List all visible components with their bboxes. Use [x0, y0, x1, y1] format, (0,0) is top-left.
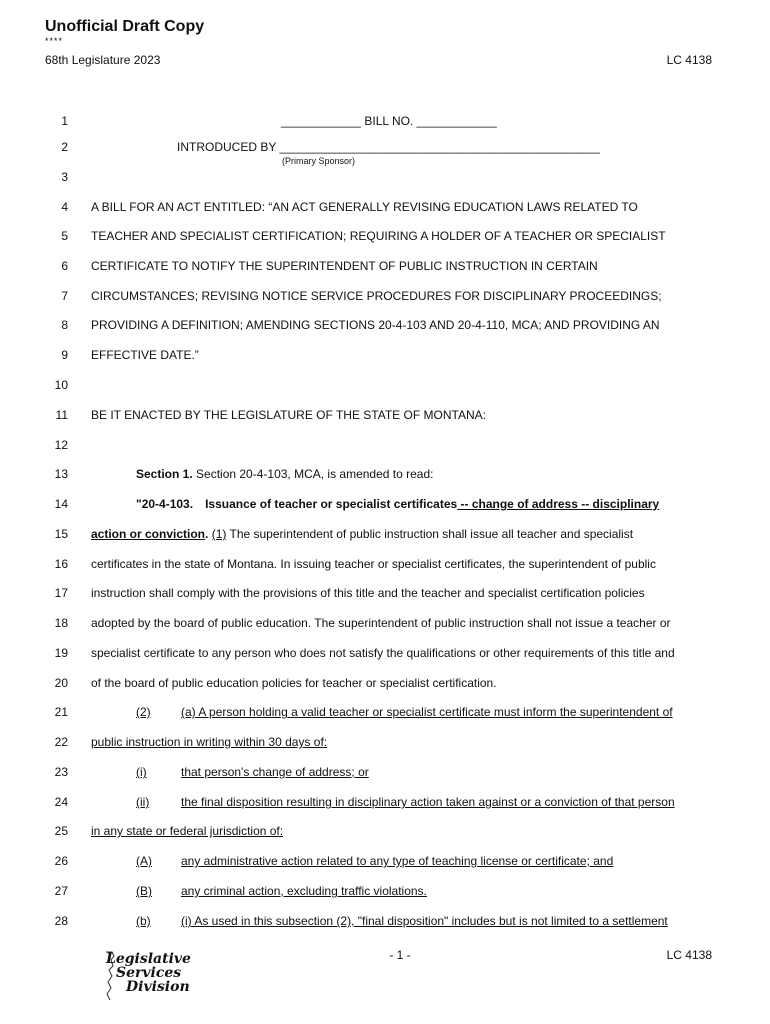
- subsection-marker: (ii): [136, 795, 150, 809]
- line-text: A BILL FOR AN ACT ENTITLED: “AN ACT GENERALLY REVISING EDUCATION LAWS RELATED TO: [91, 200, 638, 214]
- bill-line: [0, 586, 770, 604]
- bill-line: [0, 259, 770, 277]
- bill-line: [0, 229, 770, 247]
- line-number: 1: [61, 114, 68, 128]
- bill-line: [0, 348, 770, 366]
- line-number: 9: [61, 348, 68, 362]
- subsection-marker: (i): [136, 765, 147, 779]
- line-number: 18: [54, 616, 68, 630]
- line-number: 6: [61, 259, 68, 273]
- inserted-text: any criminal action, excluding traffic violations.: [181, 884, 427, 898]
- line-number: 27: [54, 884, 68, 898]
- bill-line: [0, 408, 770, 426]
- section-label: Section 1.: [136, 467, 193, 481]
- line-number: 23: [54, 765, 68, 779]
- primary-sponsor-label: (Primary Sponsor): [282, 156, 356, 166]
- bill-line: [0, 200, 770, 218]
- subsection-marker: (B): [136, 884, 152, 898]
- bill-line: [0, 438, 770, 456]
- bill-line: [0, 170, 770, 188]
- bill-line: [0, 527, 770, 545]
- enacting-clause: BE IT ENACTED BY THE LEGISLATURE OF THE STATE OF MONTANA:: [91, 408, 486, 422]
- inserted-text: any administrative action related to any type of teaching license or certificate; and: [181, 854, 614, 868]
- line-text-rest: The superintendent of public instruction shall issue all teacher and specialist: [226, 527, 634, 541]
- line-number: 22: [54, 735, 68, 749]
- statute-title-insert: -- change of address -- disciplinary: [457, 497, 660, 511]
- section-heading: [136, 467, 710, 481]
- line-number: 4: [61, 200, 68, 214]
- line-text: of the board of public education policies for teacher or specialist certification.: [91, 676, 497, 690]
- statute-number: "20-4-103.: [136, 497, 194, 511]
- subsection-marker: (2): [136, 705, 151, 719]
- line-number: 26: [54, 854, 68, 868]
- bill-line: [0, 824, 770, 842]
- bill-line: [0, 884, 770, 902]
- line-text: [91, 527, 710, 541]
- bill-line: [0, 795, 770, 813]
- bill-line: [0, 318, 770, 336]
- section-text: Section 20-4-103, MCA, is amended to read:: [192, 467, 434, 481]
- line-number: 7: [61, 289, 68, 303]
- logo-line-1: Legislative: [106, 951, 191, 967]
- line-number: 3: [61, 170, 68, 184]
- bill-line: [0, 497, 770, 515]
- line-text: adopted by the board of public education. The superintendent of public instruction shall not issue a teacher or: [91, 616, 671, 630]
- line-number: 20: [54, 676, 68, 690]
- legislature-label: 68th Legislature 2023: [45, 53, 161, 67]
- line-text: specialist certificate to any person who does not satisfy the qualifications or other requirements of this title and: [91, 646, 675, 660]
- introduced-by: INTRODUCED BY ________________________________________________: [177, 140, 600, 154]
- line-number: 25: [54, 824, 68, 838]
- logo-line-2: Services: [116, 965, 182, 981]
- bill-line: [0, 140, 770, 158]
- line-number: 12: [54, 438, 68, 452]
- inserted-text: that person's change of address; or: [181, 765, 369, 779]
- inserted-text: (a) A person holding a valid teacher or specialist certificate must inform the superintendent of: [181, 705, 673, 719]
- subsection-number: (1): [211, 527, 227, 541]
- line-number: 10: [54, 378, 68, 392]
- line-number: 14: [54, 497, 68, 511]
- title-period: .: [205, 527, 209, 541]
- lc-number-header: LC 4138: [666, 53, 712, 67]
- lc-number-footer: LC 4138: [666, 948, 712, 962]
- subsection-marker: (b): [136, 914, 151, 928]
- inserted-text: the final disposition resulting in disciplinary action taken against or a conviction of that person: [181, 795, 675, 809]
- line-text: instruction shall comply with the provisions of this title and the teacher and specialist certification policies: [91, 586, 645, 600]
- line-text: CERTIFICATE TO NOTIFY THE SUPERINTENDENT OF PUBLIC INSTRUCTION IN CERTAIN: [91, 259, 598, 273]
- line-number: 16: [54, 557, 68, 571]
- page-number: - 1 -: [389, 948, 411, 962]
- bill-number-blank: ____________ BILL NO. ____________: [281, 114, 497, 128]
- line-number: 21: [54, 705, 68, 719]
- statute-heading: [136, 497, 710, 511]
- line-text: PROVIDING A DEFINITION; AMENDING SECTIONS 20-4-103 AND 20-4-110, MCA; AND PROVIDING AN: [91, 318, 660, 332]
- inserted-text: public instruction in writing within 30 days of:: [91, 735, 328, 749]
- line-number: 5: [61, 229, 68, 243]
- line-number: 11: [55, 408, 68, 422]
- bill-line: [0, 765, 770, 783]
- draft-stars: ****: [45, 36, 64, 46]
- line-number: 28: [54, 914, 68, 928]
- bill-line: [0, 854, 770, 872]
- line-number: 8: [61, 318, 68, 332]
- bill-line: [0, 378, 770, 396]
- draft-title: Unofficial Draft Copy: [45, 18, 205, 35]
- subsection-marker: (A): [136, 854, 152, 868]
- bill-line: [0, 705, 770, 723]
- logo-line-3: Division: [126, 979, 190, 995]
- inserted-text: (i) As used in this subsection (2), "final disposition" includes but is not limited to a settlement: [181, 914, 668, 928]
- bill-line: [0, 646, 770, 664]
- statute-title-insert: action or conviction: [91, 527, 206, 541]
- line-number: 15: [54, 527, 68, 541]
- inserted-text: in any state or federal jurisdiction of:: [91, 824, 284, 838]
- line-number: 13: [54, 467, 68, 481]
- line-number: 2: [61, 140, 68, 154]
- bill-line: [0, 289, 770, 307]
- bill-line: [0, 914, 770, 932]
- line-text: TEACHER AND SPECIALIST CERTIFICATION; REQUIRING A HOLDER OF A TEACHER OR SPECIALIST: [91, 229, 666, 243]
- line-text: CIRCUMSTANCES; REVISING NOTICE SERVICE PROCEDURES FOR DISCIPLINARY PROCEEDINGS;: [91, 289, 662, 303]
- bill-line: [0, 735, 770, 753]
- bill-line: [0, 114, 770, 132]
- bill-line: [0, 676, 770, 694]
- line-number: 17: [54, 586, 68, 600]
- line-text: EFFECTIVE DATE.”: [91, 348, 199, 362]
- bill-line: [0, 616, 770, 634]
- line-number: 19: [54, 646, 68, 660]
- bill-line: [0, 557, 770, 575]
- bill-line: [0, 467, 770, 485]
- statute-title: Issuance of teacher or specialist certificates: [205, 497, 458, 511]
- line-number: 24: [54, 795, 68, 809]
- line-text: certificates in the state of Montana. In issuing teacher or specialist certificates, the superintendent of public: [91, 557, 656, 571]
